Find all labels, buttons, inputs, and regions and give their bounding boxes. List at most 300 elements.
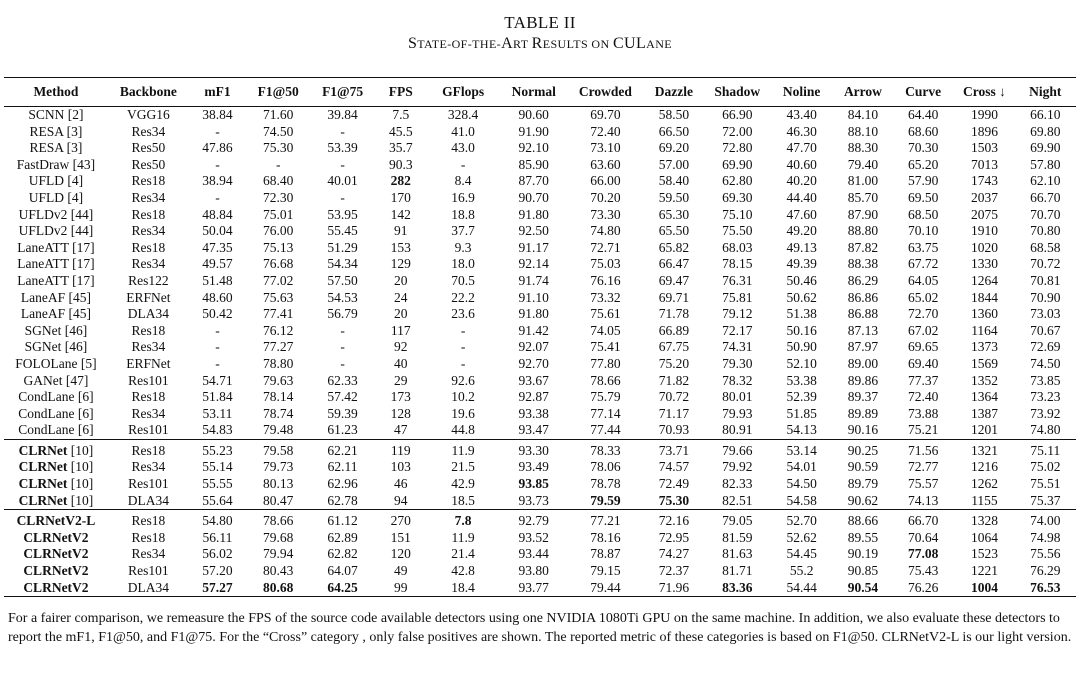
value-cell: 56.79	[327, 306, 358, 322]
value-cell: Res101	[128, 372, 169, 388]
value-cell: 88.66	[847, 513, 879, 529]
value-cell: 75.56	[1030, 546, 1061, 562]
value-cell: 65.30	[658, 206, 690, 222]
value-cell: 59.39	[327, 405, 358, 421]
method-cell: RESA [3]	[29, 123, 83, 139]
value-cell: 57.80	[1030, 156, 1061, 172]
value-cell: 18.5	[451, 492, 475, 508]
value-cell: 50.16	[786, 322, 817, 338]
value-cell: 54.50	[786, 476, 817, 492]
value-cell: 78.15	[722, 256, 753, 272]
value-cell: 50.46	[786, 272, 817, 288]
value-cell: 90.85	[847, 563, 879, 579]
method-cell: CondLane [6]	[18, 389, 94, 405]
value-cell: Res18	[131, 239, 166, 255]
value-cell: 1569	[970, 355, 998, 371]
value-cell: 73.23	[1030, 389, 1061, 405]
table-row	[4, 422, 1076, 439]
value-cell: 29	[394, 372, 408, 388]
method-cell: CondLane [6]	[18, 405, 94, 421]
value-cell: 1164	[971, 322, 998, 338]
value-cell: 79.12	[722, 306, 753, 322]
value-cell: 78.74	[263, 405, 294, 421]
column-header: Noline	[782, 84, 821, 99]
value-cell: 66.00	[590, 173, 621, 189]
value-cell: 80.68	[263, 579, 294, 595]
value-cell: 75.79	[590, 389, 621, 405]
value-cell: 43.0	[451, 140, 475, 156]
value-cell: 92.10	[518, 140, 549, 156]
value-cell: 74.27	[658, 546, 690, 562]
value-cell: 103	[390, 459, 411, 475]
value-cell: 35.7	[388, 140, 413, 156]
value-cell: 81.00	[847, 173, 879, 189]
value-cell: 47.35	[202, 239, 233, 255]
value-cell: 82.51	[722, 492, 753, 508]
value-cell: 42.9	[451, 476, 475, 492]
value-cell: -	[215, 355, 220, 371]
value-cell: 41.0	[451, 123, 475, 139]
value-cell: 79.73	[263, 459, 294, 475]
value-cell: 22.2	[451, 289, 475, 305]
value-cell: 59.50	[658, 189, 690, 205]
value-cell: 119	[390, 442, 411, 458]
value-cell: 69.70	[590, 107, 621, 122]
value-cell: 72.80	[722, 140, 753, 156]
value-cell: 92.87	[518, 389, 549, 405]
value-cell: Res50	[131, 156, 166, 172]
value-cell: 24	[394, 289, 408, 305]
value-cell: 52.10	[786, 355, 817, 371]
table-row	[4, 273, 1076, 290]
value-cell: 40.01	[327, 173, 358, 189]
method-cell: CLRNetV2	[23, 529, 89, 545]
value-cell: 91	[394, 223, 408, 239]
value-cell: Res34	[131, 189, 166, 205]
table-row	[4, 580, 1076, 597]
value-cell: 55.55	[202, 476, 233, 492]
value-cell: 84.10	[847, 107, 879, 122]
value-cell: 71.17	[658, 405, 690, 421]
value-cell: 87.97	[847, 339, 879, 355]
value-cell: 89.89	[847, 405, 879, 421]
value-cell: 86.86	[847, 289, 879, 305]
value-cell: 79.15	[590, 563, 621, 579]
value-cell: 49	[394, 563, 408, 579]
value-cell: 88.10	[847, 123, 879, 139]
method-cell: FOLOLane [5]	[15, 355, 97, 371]
value-cell: 88.80	[847, 223, 879, 239]
value-cell: 120	[390, 546, 411, 562]
method-cell: UFLD [4]	[28, 189, 84, 205]
value-cell: DLA34	[127, 492, 169, 508]
value-cell: 128	[390, 405, 411, 421]
value-cell: 1844	[970, 289, 998, 305]
value-cell: 66.50	[658, 123, 690, 139]
value-cell: 91.10	[518, 289, 549, 305]
value-cell: 79.48	[263, 422, 294, 438]
method-ref: [10]	[67, 459, 94, 475]
method-cell: LaneAF [45]	[20, 289, 91, 305]
value-cell: 70.90	[1030, 289, 1061, 305]
value-cell: 11.9	[451, 529, 475, 545]
value-cell: 54.45	[786, 546, 817, 562]
method-cell: LaneATT [17]	[17, 256, 95, 272]
value-cell: 64.25	[327, 579, 358, 595]
value-cell: Res18	[131, 513, 166, 529]
value-cell: 81.71	[722, 563, 753, 579]
value-cell: 78.66	[590, 372, 621, 388]
method-name: CLRNet	[18, 492, 68, 508]
value-cell: 23.6	[451, 306, 475, 322]
value-cell: 72.16	[658, 513, 690, 529]
value-cell: -	[275, 156, 281, 172]
value-cell: 79.05	[722, 513, 753, 529]
value-cell: 93.77	[518, 579, 549, 595]
value-cell: 57.90	[907, 173, 939, 189]
value-cell: 66.47	[658, 256, 690, 272]
value-cell: 72.70	[907, 306, 939, 322]
value-cell: 39.84	[327, 107, 358, 122]
value-cell: 70.10	[907, 223, 939, 239]
value-cell: 57.27	[202, 579, 233, 595]
value-cell: 75.11	[1030, 442, 1061, 458]
value-cell: 63.75	[907, 239, 939, 255]
table-row	[4, 173, 1076, 190]
value-cell: 75.57	[907, 476, 939, 492]
value-cell: -	[340, 322, 345, 338]
method-cell: LaneATT [17]	[17, 272, 95, 288]
value-cell: 79.40	[847, 156, 879, 172]
value-cell: 73.32	[590, 289, 621, 305]
value-cell: 72.37	[658, 563, 690, 579]
value-cell: 83.36	[722, 579, 753, 595]
column-header: GFlops	[442, 84, 485, 99]
value-cell: -	[340, 339, 345, 355]
value-cell: 73.03	[1030, 306, 1061, 322]
value-cell: 20	[394, 306, 408, 322]
value-cell: 173	[390, 389, 411, 405]
value-cell: 72.77	[907, 459, 939, 475]
table-footnote: For a fairer comparison, we remeasure the FPS of the source code available detectors using one NVIDIA 1080Ti GPU on the same machine. In addition, we also evaluate these detectors to report the mF1, F1@50, and F1@75. For the “Cross” category , only false positives are shown. The reported metric of these categories is based on F1@50. CLRNetV2-L is our light version.	[8, 611, 1072, 645]
value-cell: 47.60	[786, 206, 817, 222]
value-cell: 48.84	[202, 206, 233, 222]
table-row	[4, 290, 1076, 307]
value-cell: 40.20	[786, 173, 817, 189]
value-cell: 74.57	[658, 459, 690, 475]
table-label: TABLE II	[504, 13, 576, 32]
value-cell: 71.78	[658, 306, 690, 322]
value-cell: 70.64	[907, 529, 939, 545]
value-cell: 7.8	[454, 513, 472, 529]
value-cell: 72.40	[590, 123, 621, 139]
value-cell: 1264	[970, 272, 998, 288]
value-cell: 75.30	[263, 140, 294, 156]
value-cell: Res34	[131, 123, 166, 139]
value-cell: 79.92	[722, 459, 753, 475]
value-cell: 71.96	[658, 579, 690, 595]
value-cell: 75.51	[1030, 476, 1061, 492]
value-cell: 76.31	[722, 272, 753, 288]
column-header: Night	[1029, 84, 1062, 99]
value-cell: Res34	[131, 459, 166, 475]
value-cell: 65.50	[658, 223, 690, 239]
value-cell: 91.80	[518, 206, 549, 222]
value-cell: 2037	[970, 189, 998, 205]
column-header: Crowded	[578, 84, 632, 99]
column-header: Backbone	[119, 84, 177, 99]
value-cell: 153	[390, 239, 411, 255]
value-cell: 76.26	[907, 579, 939, 595]
value-cell: 1221	[970, 563, 998, 579]
method-name: CLRNet	[18, 476, 68, 492]
value-cell: 66.10	[1030, 107, 1061, 122]
value-cell: 75.02	[1030, 459, 1061, 475]
value-cell: 54.71	[202, 372, 233, 388]
value-cell: 78.87	[590, 546, 621, 562]
value-cell: 1387	[970, 405, 998, 421]
value-cell: 54.83	[202, 422, 233, 438]
method-cell: SGNet [46]	[24, 322, 88, 338]
value-cell: Res101	[128, 476, 169, 492]
value-cell: 1216	[970, 459, 998, 475]
value-cell: Res18	[131, 322, 166, 338]
table-row	[4, 107, 1076, 124]
value-cell: 72.17	[722, 322, 753, 338]
value-cell: 70.80	[1030, 223, 1061, 239]
value-cell: 93.67	[518, 372, 549, 388]
value-cell: 52.39	[786, 389, 817, 405]
value-cell: 75.41	[590, 339, 621, 355]
value-cell: 62.78	[327, 492, 358, 508]
value-cell: 11.9	[451, 442, 475, 458]
value-cell: 78.14	[263, 389, 294, 405]
value-cell: 56.02	[202, 546, 233, 562]
value-cell: 50.62	[786, 289, 817, 305]
value-cell: 82.33	[722, 476, 753, 492]
value-cell: 76.53	[1030, 579, 1061, 595]
table-title	[4, 35, 1076, 53]
value-cell: 69.65	[907, 339, 939, 355]
value-cell: 51.38	[786, 306, 817, 322]
value-cell: 77.80	[590, 355, 621, 371]
method-cell: UFLDv2 [44]	[18, 223, 94, 239]
title-part: TATE-OF-THE-	[417, 37, 502, 51]
value-cell: 80.43	[263, 563, 294, 579]
value-cell: 72.69	[1030, 339, 1061, 355]
value-cell: 47.70	[786, 140, 817, 156]
value-cell: 85.90	[518, 156, 549, 172]
table-row	[4, 323, 1076, 340]
value-cell: 72.71	[590, 239, 621, 255]
value-cell: 90.25	[847, 442, 879, 458]
value-cell: 74.50	[1030, 355, 1061, 371]
value-cell: 78.66	[263, 513, 294, 529]
value-cell: 69.40	[907, 355, 939, 371]
value-cell: 68.60	[907, 123, 939, 139]
method-ref: [10]	[67, 442, 94, 458]
method-cell	[4, 493, 108, 510]
value-cell: 1910	[970, 223, 998, 239]
value-cell: -	[460, 322, 466, 338]
value-cell: 77.08	[907, 546, 939, 562]
value-cell: 92.70	[518, 355, 549, 371]
table-row	[4, 124, 1076, 141]
value-cell: 7013	[970, 156, 998, 172]
value-cell: 71.60	[263, 107, 294, 122]
value-cell: 74.98	[1030, 529, 1061, 545]
value-cell: 87.70	[518, 173, 549, 189]
value-cell: -	[215, 123, 220, 139]
value-cell: 328.4	[447, 107, 479, 122]
value-cell: 42.8	[451, 563, 475, 579]
value-cell: 66.90	[722, 107, 753, 122]
value-cell: 53.11	[202, 405, 233, 421]
value-cell: 70.67	[1030, 322, 1061, 338]
value-cell: 92.14	[518, 256, 549, 272]
value-cell: 54.13	[786, 422, 817, 438]
value-cell: 91.90	[518, 123, 549, 139]
column-header: Shadow	[714, 84, 761, 99]
value-cell: 69.30	[722, 189, 753, 205]
table-row	[4, 476, 1076, 493]
value-cell: 53.39	[327, 140, 358, 156]
value-cell: ERFNet	[126, 289, 171, 305]
value-cell: 80.01	[722, 389, 753, 405]
method-cell: FastDraw [43]	[16, 156, 96, 172]
value-cell: 65.02	[907, 289, 939, 305]
value-cell: -	[340, 189, 345, 205]
value-cell: 66.89	[658, 322, 690, 338]
value-cell: 282	[390, 173, 411, 189]
value-cell: 73.85	[1030, 372, 1061, 388]
value-cell: 40	[394, 355, 408, 371]
title-part: ESULTS ON	[542, 37, 613, 51]
value-cell: 10.2	[451, 389, 475, 405]
value-cell: 74.50	[263, 123, 294, 139]
value-cell: 87.90	[847, 206, 879, 222]
value-cell: -	[340, 355, 345, 371]
value-cell: 66.70	[907, 513, 939, 529]
value-cell: 76.00	[263, 223, 294, 239]
table-row	[4, 513, 1076, 530]
value-cell: 58.50	[658, 107, 690, 122]
value-cell: 89.55	[847, 529, 879, 545]
value-cell: 19.6	[451, 405, 475, 421]
value-cell: 75.81	[722, 289, 753, 305]
value-cell: 57.42	[327, 389, 358, 405]
value-cell: 52.70	[786, 513, 817, 529]
value-cell: Res122	[128, 272, 169, 288]
value-cell: 21.4	[451, 546, 475, 562]
value-cell: 2075	[970, 206, 998, 222]
value-cell: 37.7	[451, 223, 475, 239]
value-cell: 54.80	[202, 513, 233, 529]
table-row	[4, 190, 1076, 207]
value-cell: 64.05	[907, 272, 939, 288]
method-cell: CLRNetV2-L	[16, 513, 96, 529]
value-cell: 53.95	[327, 206, 358, 222]
table-row	[4, 207, 1076, 224]
value-cell: 75.20	[658, 355, 690, 371]
table-row	[4, 459, 1076, 476]
method-cell: UFLDv2 [44]	[18, 206, 94, 222]
value-cell: 55.14	[202, 459, 233, 475]
value-cell: 91.42	[518, 322, 549, 338]
value-cell: 151	[390, 529, 411, 545]
value-cell: 73.92	[1030, 405, 1061, 421]
value-cell: 8.4	[454, 173, 472, 189]
value-cell: 90.19	[847, 546, 879, 562]
value-cell: 78.80	[263, 355, 294, 371]
value-cell: 67.72	[907, 256, 939, 272]
value-cell: 53.14	[786, 442, 817, 458]
value-cell: 65.20	[907, 156, 939, 172]
value-cell: 80.47	[263, 492, 294, 508]
value-cell: 93.30	[518, 442, 549, 458]
value-cell: 270	[390, 513, 411, 529]
value-cell: 38.94	[202, 173, 233, 189]
value-cell: 92	[394, 339, 408, 355]
value-cell: 170	[390, 189, 411, 205]
value-cell: 20	[394, 272, 408, 288]
value-cell: Res18	[131, 529, 166, 545]
value-cell: 55.2	[789, 563, 814, 579]
value-cell: 92.07	[518, 339, 549, 355]
value-cell: 93.38	[518, 405, 549, 421]
title-part: R	[531, 35, 543, 52]
method-cell	[4, 476, 108, 493]
value-cell: 92.50	[518, 223, 549, 239]
table-row	[4, 530, 1076, 547]
value-cell: 69.90	[1030, 140, 1061, 156]
value-cell: 75.50	[722, 223, 753, 239]
value-cell: 90.54	[847, 579, 879, 595]
value-cell: 90.3	[388, 156, 413, 172]
value-cell: 51.48	[202, 272, 233, 288]
value-cell: 49.20	[786, 223, 817, 239]
value-cell: 91.17	[518, 239, 549, 255]
value-cell: 74.80	[1030, 422, 1061, 438]
value-cell: 38.84	[202, 107, 233, 122]
method-cell: RESA [3]	[29, 140, 83, 156]
value-cell: 77.27	[263, 339, 294, 355]
column-header: F1@75	[322, 84, 364, 99]
value-cell: 62.80	[722, 173, 753, 189]
value-cell: 75.10	[722, 206, 753, 222]
value-cell: 61.23	[327, 422, 358, 438]
method-cell: SGNet [46]	[24, 339, 88, 355]
value-cell: 1020	[970, 239, 998, 255]
value-cell: 69.50	[907, 189, 939, 205]
value-cell: 1352	[970, 372, 998, 388]
value-cell: 86.88	[847, 306, 879, 322]
column-header: Cross ↓	[963, 84, 1006, 99]
value-cell: 93.47	[518, 422, 549, 438]
value-cell: -	[460, 339, 466, 355]
value-cell: 57.50	[327, 272, 358, 288]
value-cell: 55.64	[202, 492, 233, 508]
value-cell: 91.74	[518, 272, 549, 288]
value-cell: 56.11	[202, 529, 233, 545]
value-cell: Res101	[128, 422, 169, 438]
title-part: S	[407, 35, 418, 52]
value-cell: 61.12	[327, 513, 358, 529]
value-cell: 49.57	[202, 256, 233, 272]
value-cell: 64.40	[907, 107, 939, 122]
value-cell: 74.05	[590, 322, 621, 338]
value-cell: 89.37	[847, 389, 879, 405]
